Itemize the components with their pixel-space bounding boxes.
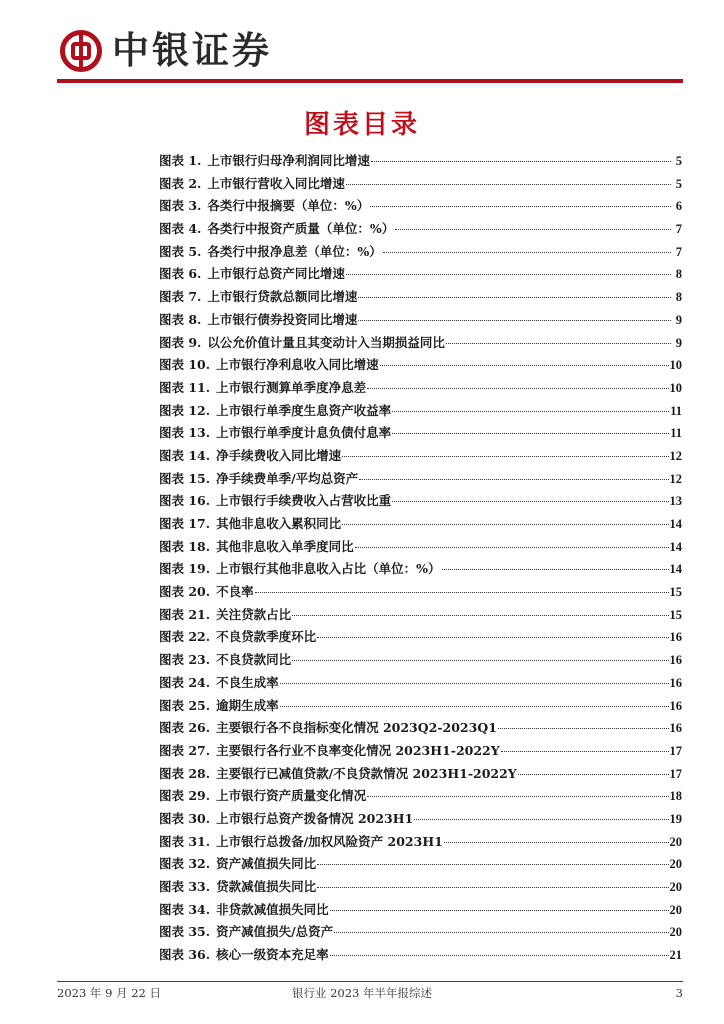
toc-entry-label	[159, 423, 391, 441]
toc-entry-label	[159, 287, 357, 305]
header-divider	[57, 79, 683, 83]
toc-entry-label	[159, 242, 382, 260]
toc-entry-page: 16	[669, 675, 682, 690]
toc-entry-label	[159, 491, 391, 509]
toc-entry-number: 图表 30.	[159, 810, 211, 826]
toc-entry[interactable]	[159, 945, 682, 968]
toc-entry-number: 图表 29.	[159, 788, 211, 804]
toc-entry-title: 不良生成率	[216, 674, 279, 690]
toc-entry[interactable]	[159, 219, 682, 242]
toc-dot-leader	[446, 343, 671, 344]
toc-entry-title: 上市银行债券投资同比增速	[207, 311, 358, 327]
toc-entry[interactable]	[159, 627, 682, 650]
toc-entry-label	[159, 922, 333, 940]
brand-name: 中银证券	[112, 28, 272, 72]
toc-entry-title: 上市银行资产质量变化情况	[216, 788, 367, 804]
toc-entry-label	[159, 196, 369, 214]
toc-entry-title: 不良贷款季度环比	[216, 629, 317, 645]
toc-entry-number: 图表 7.	[159, 289, 202, 305]
toc-dot-leader	[518, 774, 669, 775]
toc-entry[interactable]	[159, 582, 682, 605]
toc-entry-label	[159, 559, 441, 577]
toc-entry-label	[159, 854, 316, 872]
toc-entry-label	[159, 696, 279, 714]
toc-entry-title: 上市银行其他非息收入占比（单位：%）	[216, 561, 441, 577]
toc-entry[interactable]	[159, 809, 682, 832]
toc-entry-page: 7	[675, 222, 682, 237]
toc-entry-label	[159, 627, 316, 645]
toc-entry-title: 上市银行贷款总额同比增速	[207, 289, 358, 305]
toc-dot-leader	[342, 456, 668, 457]
toc-entry[interactable]	[159, 718, 682, 741]
toc-entry-page: 20	[669, 925, 682, 940]
toc-entry-label	[159, 900, 329, 918]
toc-entry-number: 图表 14.	[159, 447, 211, 463]
toc-entry-number: 图表 3.	[159, 198, 202, 214]
toc-entry[interactable]	[159, 491, 682, 514]
footer-page-number: 3	[675, 986, 683, 1000]
toc-entry-label	[159, 877, 316, 895]
footer-date: 2023 年 9 月 22 日	[57, 986, 161, 1000]
toc-entry-title: 上市银行总拨备/加权风险资产 2023H1	[216, 833, 443, 849]
toc-dot-leader	[392, 501, 668, 502]
toc-entry[interactable]	[159, 378, 682, 401]
toc-entry-number: 图表 4.	[159, 221, 202, 237]
toc-dot-leader	[355, 547, 669, 548]
toc-entry-page: 5	[675, 176, 682, 191]
toc-dot-leader	[346, 274, 671, 275]
toc-entry-label	[159, 355, 379, 373]
toc-entry[interactable]	[159, 741, 682, 764]
toc-entry-page: 9	[675, 312, 682, 327]
toc-dot-leader	[371, 161, 671, 162]
toc-entry-title: 净手续费单季/平均总资产	[216, 470, 359, 486]
toc-entry-label	[159, 264, 345, 282]
toc-entry-number: 图表 23.	[159, 652, 211, 668]
toc-entry-page: 13	[669, 494, 682, 509]
toc-entry-title: 上市银行单季度生息资产收益率	[216, 402, 392, 418]
toc-entry-title: 资产减值损失同比	[216, 856, 317, 872]
toc-entry-title: 上市银行营收入同比增速	[207, 175, 345, 191]
toc-dot-leader	[444, 842, 669, 843]
toc-dot-leader	[317, 864, 668, 865]
toc-entry[interactable]	[159, 922, 682, 945]
toc-dot-leader	[442, 569, 669, 570]
toc-entry[interactable]	[159, 446, 682, 469]
toc-entry-number: 图表 28.	[159, 765, 211, 781]
toc-entry-page: 12	[669, 448, 682, 463]
toc-entry[interactable]	[159, 355, 682, 378]
toc-entry-page: 20	[669, 902, 682, 917]
toc-entry-number: 图表 19.	[159, 561, 211, 577]
toc-entry-page: 18	[669, 789, 682, 804]
toc-entry[interactable]	[159, 696, 682, 719]
toc-entry-number: 图表 35.	[159, 924, 211, 940]
toc-entry-label	[159, 310, 357, 328]
footer-divider	[57, 981, 683, 982]
toc-entry-title: 其他非息收入单季度同比	[216, 538, 354, 554]
toc-entry-number: 图表 13.	[159, 425, 211, 441]
toc-dot-leader	[392, 411, 669, 412]
toc-entry-label	[159, 605, 291, 623]
toc-entry-label	[159, 333, 445, 351]
toc-dot-leader	[358, 297, 671, 298]
toc-entry-page: 17	[669, 766, 682, 781]
toc-entry-page: 20	[669, 834, 682, 849]
toc-entry-number: 图表 26.	[159, 720, 211, 736]
toc-entry-title: 不良率	[216, 584, 254, 600]
toc-dot-leader	[280, 683, 669, 684]
toc-entry[interactable]	[159, 514, 682, 537]
toc-dot-leader	[380, 365, 669, 366]
toc-entry-number: 图表 9.	[159, 334, 202, 350]
toc-entry-number: 图表 17.	[159, 516, 211, 531]
toc-entry-page: 12	[669, 471, 682, 486]
toc-entry-title: 不良贷款同比	[216, 652, 292, 668]
toc-dot-leader	[383, 252, 671, 253]
toc-entry-page: 10	[669, 358, 682, 373]
toc-entry-page: 20	[669, 880, 682, 894]
toc-entry-label	[159, 673, 279, 691]
toc-dot-leader	[255, 592, 669, 593]
toc-entry-page: 15	[669, 585, 682, 600]
toc-entry-page: 14	[669, 539, 682, 554]
toc-entry-title: 贷款减值损失同比	[216, 879, 317, 894]
toc-entry-label	[159, 537, 354, 555]
toc-entry[interactable]	[159, 537, 682, 560]
toc-entry[interactable]	[159, 673, 682, 696]
toc-entry-number: 图表 2.	[159, 175, 202, 191]
toc-dot-leader	[359, 479, 668, 480]
toc-entry-title: 上市银行总资产同比增速	[207, 266, 345, 282]
toc-entry[interactable]	[159, 900, 682, 923]
toc-entry-title: 主要银行各行业不良率变化情况 2023H1-2022Y	[216, 742, 500, 758]
toc-entry-label	[159, 174, 345, 192]
toc-entry-title: 以公允价值计量且其变动计入当期损益同比	[207, 334, 445, 350]
toc-entry-page: 5	[675, 154, 682, 168]
toc-entry-number: 图表 32.	[159, 856, 211, 872]
toc-entry-label	[159, 650, 291, 668]
toc-entry-label	[159, 469, 358, 487]
toc-entry-number: 图表 5.	[159, 243, 202, 259]
toc-entry-title: 上市银行手续费收入占营收比重	[216, 493, 392, 509]
toc-entry-title: 非贷款减值损失同比	[216, 901, 329, 917]
toc-entry-label	[159, 401, 391, 419]
toc-entry[interactable]	[159, 242, 682, 265]
toc-entry-label	[159, 378, 366, 396]
toc-entry-number: 图表 31.	[159, 833, 211, 849]
toc-entry-title: 上市银行总资产拨备情况 2023H1	[216, 810, 414, 826]
toc-entry-label	[159, 718, 497, 736]
toc-dot-leader	[317, 887, 668, 888]
toc-dot-leader	[370, 206, 671, 207]
toc-entry[interactable]	[159, 264, 682, 287]
toc-entry[interactable]	[159, 333, 682, 356]
toc-dot-leader	[317, 637, 668, 638]
toc-dot-leader	[292, 660, 668, 661]
toc-entry-page: 6	[675, 199, 682, 214]
page-header	[0, 0, 724, 90]
toc-entry-number: 图表 12.	[159, 402, 211, 418]
toc-entry-number: 图表 33.	[159, 879, 211, 894]
toc-entry-number: 图表 16.	[159, 493, 211, 509]
toc-entry-number: 图表 24.	[159, 674, 211, 690]
toc-dot-leader	[392, 433, 669, 434]
toc-entry-title: 各类行中报净息差（单位：%）	[207, 243, 382, 259]
toc-entry-page: 16	[669, 653, 682, 668]
toc-entry-label	[159, 832, 443, 850]
toc-entry-label	[159, 151, 370, 169]
toc-entry-title: 其他非息收入累积同比	[216, 516, 342, 531]
toc-entry-page: 14	[669, 562, 682, 577]
toc-entry-number: 图表 18.	[159, 538, 211, 554]
toc-entry-page: 16	[669, 698, 682, 713]
toc-entry-page: 8	[675, 267, 682, 282]
toc-entry[interactable]	[159, 310, 682, 333]
toc-dot-leader	[498, 728, 669, 729]
toc-entry[interactable]	[159, 764, 682, 787]
toc-entry-label	[159, 219, 394, 237]
toc-entry-label	[159, 764, 517, 782]
toc-entry-title: 核心一级资本充足率	[216, 947, 329, 963]
toc-entry-number: 图表 21.	[159, 606, 211, 622]
toc-entry[interactable]	[159, 786, 682, 809]
toc-entry-title: 各类行中报资产质量（单位：%）	[207, 221, 395, 237]
toc-entry-title: 净手续费收入同比增速	[216, 447, 342, 463]
toc-entry-page: 19	[669, 811, 682, 826]
toc-entry-number: 图表 11.	[159, 379, 211, 395]
toc-entry[interactable]	[159, 854, 682, 877]
toc-entry-number: 图表 1.	[159, 153, 202, 168]
toc-entry-page: 15	[669, 607, 682, 622]
table-of-figures	[159, 151, 682, 968]
toc-entry-title: 逾期生成率	[216, 697, 279, 713]
toc-entry[interactable]	[159, 287, 682, 310]
toc-entry-number: 图表 15.	[159, 470, 211, 486]
toc-entry-label	[159, 514, 341, 532]
toc-entry-title: 上市银行归母净利润同比增速	[207, 153, 370, 168]
toc-entry-title: 资产减值损失/总资产	[216, 924, 334, 940]
toc-entry[interactable]	[159, 174, 682, 197]
toc-entry-number: 图表 6.	[159, 266, 202, 282]
toc-entry-label	[159, 446, 341, 464]
toc-entry-number: 图表 8.	[159, 311, 202, 327]
toc-entry[interactable]	[159, 196, 682, 219]
toc-entry-number: 图表 22.	[159, 629, 211, 645]
toc-dot-leader	[342, 524, 668, 525]
toc-entry-number: 图表 20.	[159, 584, 211, 600]
toc-entry-label	[159, 809, 413, 827]
toc-dot-leader	[346, 184, 671, 185]
toc-entry-title: 上市银行测算单季度净息差	[216, 379, 367, 395]
toc-entry-number: 图表 27.	[159, 742, 211, 758]
toc-entry-page: 10	[669, 380, 682, 395]
toc-entry-page: 8	[675, 290, 682, 305]
toc-entry[interactable]	[159, 401, 682, 424]
toc-entry-label	[159, 582, 254, 600]
toc-entry[interactable]	[159, 151, 682, 174]
toc-dot-leader	[414, 819, 668, 820]
toc-entry-number: 图表 10.	[159, 357, 211, 373]
page-title: 图表目录	[303, 110, 420, 140]
toc-entry[interactable]	[159, 423, 682, 446]
toc-dot-leader	[334, 932, 668, 933]
toc-entry[interactable]	[159, 559, 682, 582]
toc-entry-page: 7	[675, 244, 682, 259]
toc-dot-leader	[395, 229, 671, 230]
toc-entry-number: 图表 36.	[159, 947, 211, 963]
toc-entry-number: 图表 34.	[159, 901, 211, 917]
toc-entry-page: 21	[669, 948, 682, 963]
toc-entry[interactable]	[159, 469, 682, 492]
toc-entry[interactable]	[159, 605, 682, 628]
toc-entry-title: 主要银行各不良指标变化情况 2023Q2-2023Q1	[216, 720, 497, 736]
toc-dot-leader	[330, 955, 669, 956]
bank-of-china-logo-icon	[59, 29, 103, 73]
toc-entry-label	[159, 741, 500, 759]
toc-entry[interactable]	[159, 832, 682, 855]
toc-entry-page: 11	[670, 426, 682, 441]
toc-entry-page: 11	[670, 403, 682, 418]
toc-entry[interactable]	[159, 650, 682, 673]
toc-entry-title: 各类行中报摘要（单位：%）	[207, 198, 370, 214]
toc-dot-leader	[280, 706, 669, 707]
toc-entry-page: 16	[669, 630, 682, 645]
toc-dot-leader	[358, 320, 671, 321]
toc-entry-page: 17	[669, 743, 682, 758]
toc-entry-page: 20	[669, 857, 682, 872]
toc-entry-title: 关注贷款占比	[216, 606, 292, 622]
toc-dot-leader	[330, 910, 669, 911]
toc-dot-leader	[367, 796, 668, 797]
toc-dot-leader	[501, 751, 669, 752]
toc-dot-leader	[292, 615, 668, 616]
toc-entry-label	[159, 945, 329, 963]
toc-entry-title: 上市银行净利息收入同比增速	[216, 357, 379, 373]
footer-report-name: 银行业 2023 年半年报综述	[291, 986, 433, 1000]
toc-entry-page: 9	[675, 335, 682, 350]
toc-entry-page: 14	[669, 517, 682, 531]
toc-entry-page: 16	[669, 721, 682, 736]
toc-entry-number: 图表 25.	[159, 697, 211, 713]
toc-entry[interactable]	[159, 877, 682, 900]
toc-dot-leader	[367, 388, 668, 389]
toc-entry-title: 上市银行单季度计息负债付息率	[216, 425, 392, 441]
toc-entry-title: 主要银行已减值贷款/不良贷款情况 2023H1-2022Y	[216, 765, 517, 781]
toc-entry-label	[159, 786, 366, 804]
